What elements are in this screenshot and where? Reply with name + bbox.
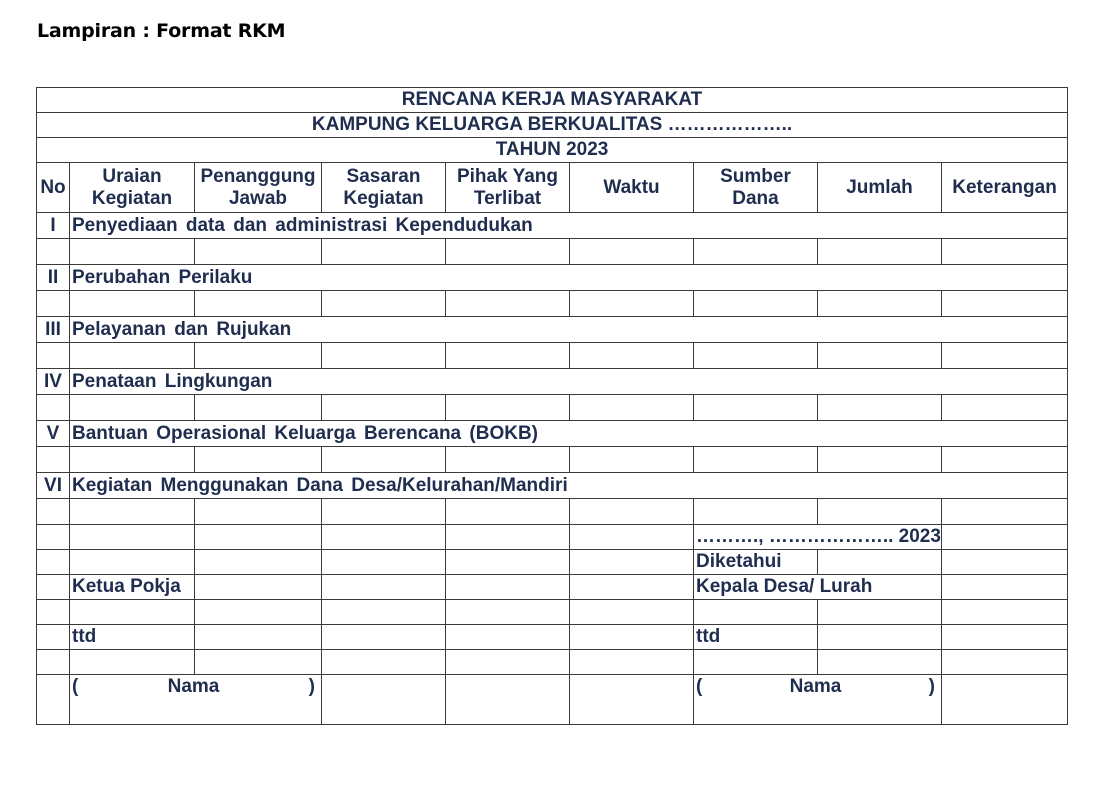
table-subtitle: KAMPUNG KELUARGA BERKUALITAS ……………….. xyxy=(37,113,1068,138)
ttd-left: ttd xyxy=(70,625,195,650)
table-row xyxy=(37,239,1068,265)
section-number: III xyxy=(37,317,70,343)
table-row xyxy=(37,343,1068,369)
table-row xyxy=(37,447,1068,473)
table-row xyxy=(37,650,1068,675)
section-row xyxy=(37,473,1068,499)
table-row xyxy=(37,525,1068,550)
ttd-right: ttd xyxy=(694,625,818,650)
header-waktu: Waktu xyxy=(570,163,694,213)
date-line: ………., ……………….. 2023 xyxy=(694,525,942,550)
section-label: Penyediaan data dan administrasi Kependudukan xyxy=(70,213,1068,239)
section-row xyxy=(37,213,1068,239)
table-row xyxy=(37,395,1068,421)
section-label: Kegiatan Menggunakan Dana Desa/Kelurahan/Mandiri xyxy=(70,473,1068,499)
header-keterangan: Keterangan xyxy=(942,163,1068,213)
table-row xyxy=(37,600,1068,625)
section-number: VI xyxy=(37,473,70,499)
section-row xyxy=(37,317,1068,343)
header-jumlah: Jumlah xyxy=(818,163,942,213)
header-sasaran: Sasaran Kegiatan xyxy=(322,163,446,213)
section-number: II xyxy=(37,265,70,291)
name-left-cell xyxy=(70,675,322,725)
section-number: V xyxy=(37,421,70,447)
diketahui-label: Diketahui xyxy=(694,550,818,575)
paren-open: ( xyxy=(72,676,79,697)
table-row xyxy=(37,499,1068,525)
table-row xyxy=(37,625,1068,650)
table-title: RENCANA KERJA MASYARAKAT xyxy=(37,88,1068,113)
section-label: Bantuan Operasional Keluarga Berencana (BOKB) xyxy=(70,421,1068,447)
ketua-pokja-label: Ketua Pokja xyxy=(70,575,195,600)
section-label: Pelayanan dan Rujukan xyxy=(70,317,1068,343)
kepala-desa-label: Kepala Desa/ Lurah xyxy=(694,575,942,600)
name-right: Nama xyxy=(789,676,842,697)
section-row xyxy=(37,421,1068,447)
table-year: TAHUN 2023 xyxy=(37,138,1068,163)
table-row xyxy=(37,675,1068,725)
page-caption: Lampiran : Format RKM xyxy=(37,20,286,42)
paren-close: ) xyxy=(308,676,315,697)
section-row xyxy=(37,265,1068,291)
header-uraian: Uraian Kegiatan xyxy=(70,163,195,213)
header-penanggung: Penanggung Jawab xyxy=(195,163,322,213)
header-sumber: Sumber Dana xyxy=(694,163,818,213)
section-label: Perubahan Perilaku xyxy=(70,265,1068,291)
section-number: IV xyxy=(37,369,70,395)
section-row xyxy=(37,369,1068,395)
header-no: No xyxy=(37,163,70,213)
header-row xyxy=(37,163,1068,213)
table-row xyxy=(37,550,1068,575)
section-number: I xyxy=(37,213,70,239)
paren-close: ) xyxy=(928,676,935,697)
name-right-cell xyxy=(694,675,942,725)
header-pihak: Pihak Yang Terlibat xyxy=(446,163,570,213)
section-label: Penataan Lingkungan xyxy=(70,369,1068,395)
table-row xyxy=(37,291,1068,317)
paren-open: ( xyxy=(696,676,703,697)
table-row xyxy=(37,575,1068,600)
name-left: Nama xyxy=(167,676,220,697)
rkm-table xyxy=(36,87,1068,725)
